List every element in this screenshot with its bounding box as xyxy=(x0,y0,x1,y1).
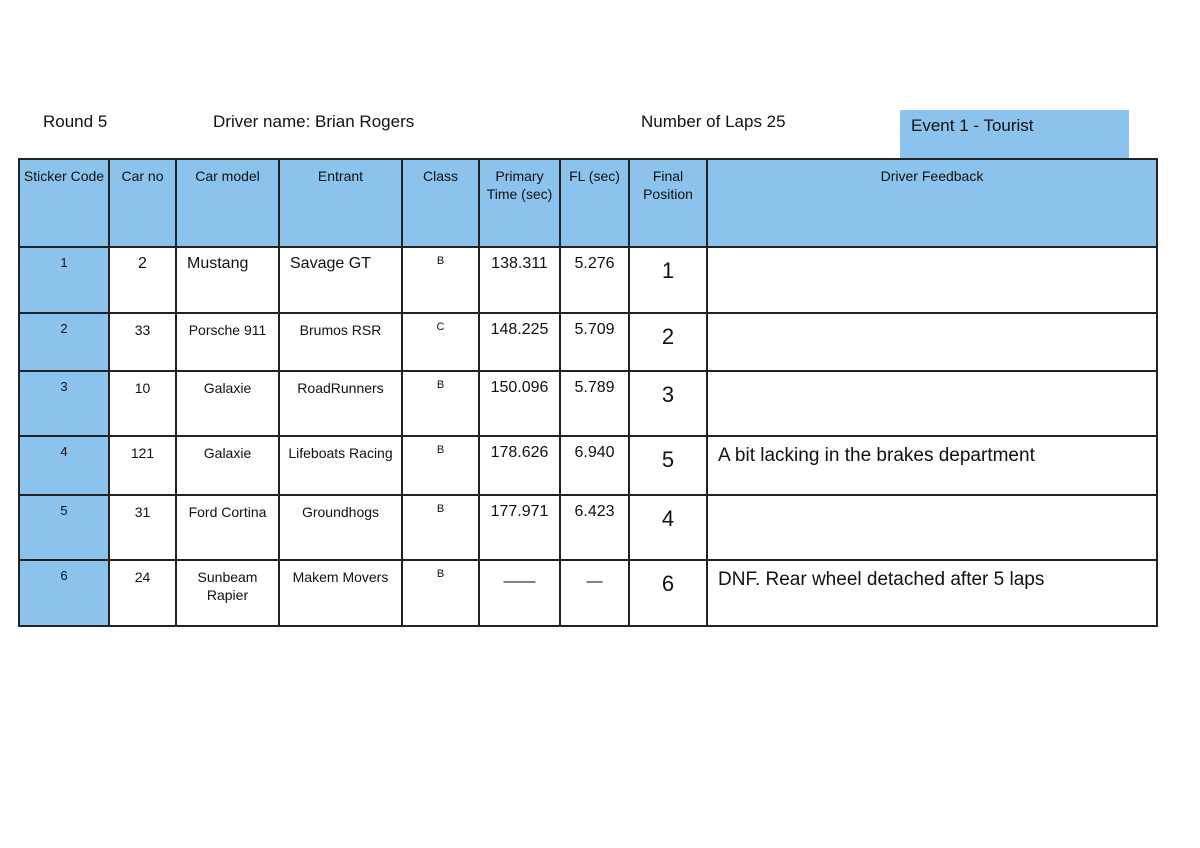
driver-feedback xyxy=(707,495,1157,560)
driver-feedback xyxy=(707,247,1157,313)
car-model: Sunbeam Rapier xyxy=(176,560,279,626)
col-header: Entrant xyxy=(279,159,402,247)
class: B xyxy=(402,560,479,626)
sticker-code: 6 xyxy=(19,560,109,626)
class: B xyxy=(402,371,479,436)
fastest-lap: 5.709 xyxy=(560,313,629,371)
table-row xyxy=(19,436,1157,495)
fastest-lap: — xyxy=(560,560,629,626)
driver-feedback: A bit lacking in the brakes department xyxy=(707,436,1157,495)
final-position: 2 xyxy=(629,313,707,371)
sticker-code: 1 xyxy=(19,247,109,313)
car-model: Ford Cortina xyxy=(176,495,279,560)
primary-time: 148.225 xyxy=(479,313,560,371)
primary-time: 138.311 xyxy=(479,247,560,313)
car-no: 121 xyxy=(109,436,176,495)
table-row xyxy=(19,495,1157,560)
sticker-code: 4 xyxy=(19,436,109,495)
class: B xyxy=(402,436,479,495)
car-no: 31 xyxy=(109,495,176,560)
sticker-code: 5 xyxy=(19,495,109,560)
entrant: RoadRunners xyxy=(279,371,402,436)
primary-time: 177.971 xyxy=(479,495,560,560)
primary-time: 150.096 xyxy=(479,371,560,436)
car-no: 10 xyxy=(109,371,176,436)
col-header: Class xyxy=(402,159,479,247)
col-header: FL (sec) xyxy=(560,159,629,247)
final-position: 1 xyxy=(629,247,707,313)
driver-feedback: DNF. Rear wheel detached after 5 laps xyxy=(707,560,1157,626)
entrant: Savage GT xyxy=(279,247,402,313)
fastest-lap: 6.940 xyxy=(560,436,629,495)
car-model: Porsche 911 xyxy=(176,313,279,371)
col-header: Car no xyxy=(109,159,176,247)
final-position: 5 xyxy=(629,436,707,495)
col-header: Car model xyxy=(176,159,279,247)
car-no: 33 xyxy=(109,313,176,371)
event-label: Event 1 - Tourist xyxy=(900,110,1129,158)
driver-name: Driver name: Brian Rogers xyxy=(213,112,415,131)
table-row xyxy=(19,371,1157,436)
results-table xyxy=(18,158,1158,627)
header-row xyxy=(19,159,1157,247)
entrant: Brumos RSR xyxy=(279,313,402,371)
fastest-lap: 5.276 xyxy=(560,247,629,313)
sticker-code: 3 xyxy=(19,371,109,436)
car-no: 2 xyxy=(109,247,176,313)
table-row xyxy=(19,560,1157,626)
driver-feedback xyxy=(707,371,1157,436)
car-no: 24 xyxy=(109,560,176,626)
sticker-code: 2 xyxy=(19,313,109,371)
col-header: Final Position xyxy=(629,159,707,247)
final-position: 4 xyxy=(629,495,707,560)
fastest-lap: 5.789 xyxy=(560,371,629,436)
class: C xyxy=(402,313,479,371)
car-model: Galaxie xyxy=(176,371,279,436)
class: B xyxy=(402,247,479,313)
primary-time: —— xyxy=(479,560,560,626)
col-header: Driver Feedback xyxy=(707,159,1157,247)
entrant: Lifeboats Racing xyxy=(279,436,402,495)
table-row xyxy=(19,313,1157,371)
table-row xyxy=(19,247,1157,313)
col-header: Sticker Code xyxy=(19,159,109,247)
driver-feedback xyxy=(707,313,1157,371)
round-label: Round 5 xyxy=(43,112,108,131)
final-position: 6 xyxy=(629,560,707,626)
final-position: 3 xyxy=(629,371,707,436)
car-model: Mustang xyxy=(176,247,279,313)
number-of-laps: Number of Laps 25 xyxy=(641,112,786,131)
class: B xyxy=(402,495,479,560)
primary-time: 178.626 xyxy=(479,436,560,495)
entrant: Makem Movers xyxy=(279,560,402,626)
entrant: Groundhogs xyxy=(279,495,402,560)
fastest-lap: 6.423 xyxy=(560,495,629,560)
col-header: Primary Time (sec) xyxy=(479,159,560,247)
car-model: Galaxie xyxy=(176,436,279,495)
